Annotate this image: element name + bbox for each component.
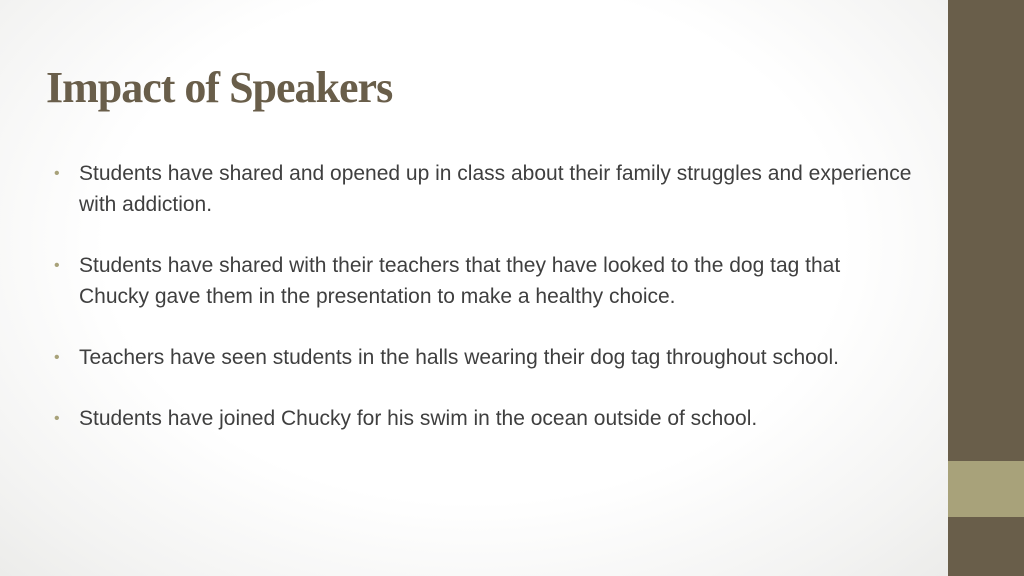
bullet-icon: • — [54, 349, 60, 366]
bullet-icon: • — [54, 257, 60, 274]
bullet-icon: • — [54, 410, 60, 427]
slide-title: Impact of Speakers — [46, 63, 393, 112]
bullet-text: Students have joined Chucky for his swim in the ocean outside of school. — [79, 407, 758, 430]
decorative-side-accent — [948, 461, 1024, 517]
bullet-text: Students have shared with their teachers that they have looked to the dog tag that Chucky gave them in the presentation to make a healthy choice. — [79, 254, 841, 308]
bullet-item — [54, 403, 914, 434]
bullet-item — [54, 342, 914, 373]
bullet-icon: • — [54, 165, 60, 182]
bullet-list — [54, 158, 914, 464]
bullet-item — [54, 158, 914, 220]
bullet-item — [54, 250, 914, 312]
bullet-text: Students have shared and opened up in class about their family struggles and experience with addiction. — [79, 162, 912, 216]
bullet-text: Teachers have seen students in the halls wearing their dog tag throughout school. — [79, 346, 839, 369]
